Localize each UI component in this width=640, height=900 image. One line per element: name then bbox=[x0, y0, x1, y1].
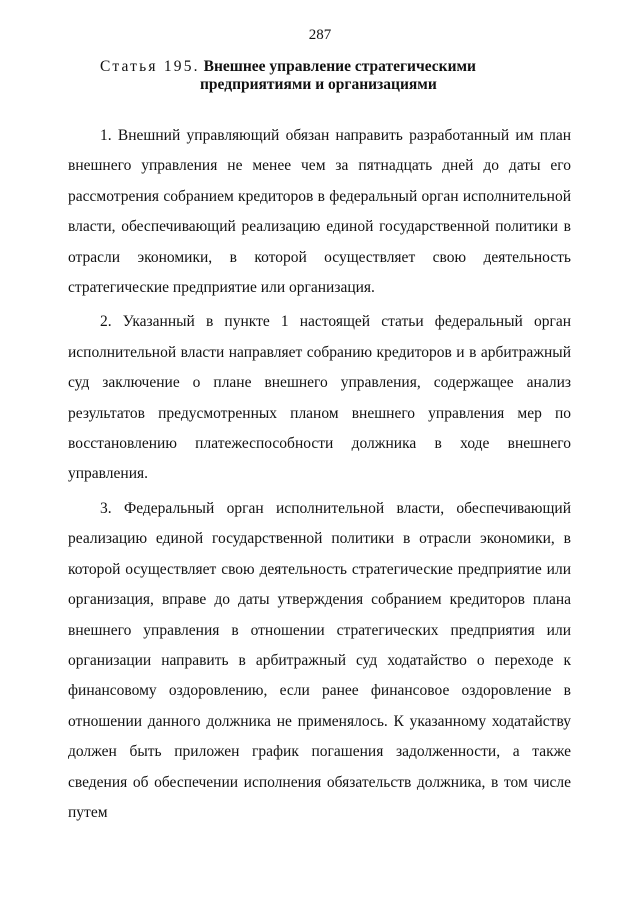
paragraph-3: 3. Федеральный орган исполнительной власти, обеспечивающий реализацию единой государственной политики в отрасли экономики, в которой осуществляет свою деятельность стратегические предприятие или организация, вправе до даты утверждения собранием кредиторов плана внешнего управления в отношении стратегических предприятия или организации направить в арбитражный суд ходатайство о переходе к финансовому оздоровлению, если ранее финансовое оздоровление в отношении данного должника не применялось. К указанному ходатайству должен быть приложен график погашения задолженности, а также сведения об обеспечении исполнения обязательств должника, в том числе путем bbox=[68, 499, 571, 821]
article-title-line-1: Внешнее управление стратегическими bbox=[203, 58, 476, 75]
article-number: Статья 195. bbox=[100, 58, 200, 75]
paragraph-2: 2. Указанный в пункте 1 настоящей статьи федеральный орган исполнительной власти направляет собранию кредиторов и в арбитражный суд заключение о плане внешнего управления, содержащее анализ результатов предусмотренных планом внешнего управления мер по восстановлению платежеспособности должника в ходе внешнего управления. bbox=[68, 313, 571, 483]
article-heading bbox=[100, 58, 580, 94]
article-body bbox=[68, 121, 571, 828]
page-number: 287 bbox=[308, 27, 332, 43]
article-title-line-2: предприятиями и организациями bbox=[200, 76, 437, 93]
paragraph-1: 1. Внешний управляющий обязан направить разработанный им план внешнего управления не менее чем за пятнадцать дней до даты его рассмотрения собранием кредиторов в федеральный орган исполнительной власти, обеспечивающий реализацию единой государственной политики в отрасли экономики, в которой осуществляет свою деятельность стратегические предприятие или организация. bbox=[68, 127, 571, 297]
